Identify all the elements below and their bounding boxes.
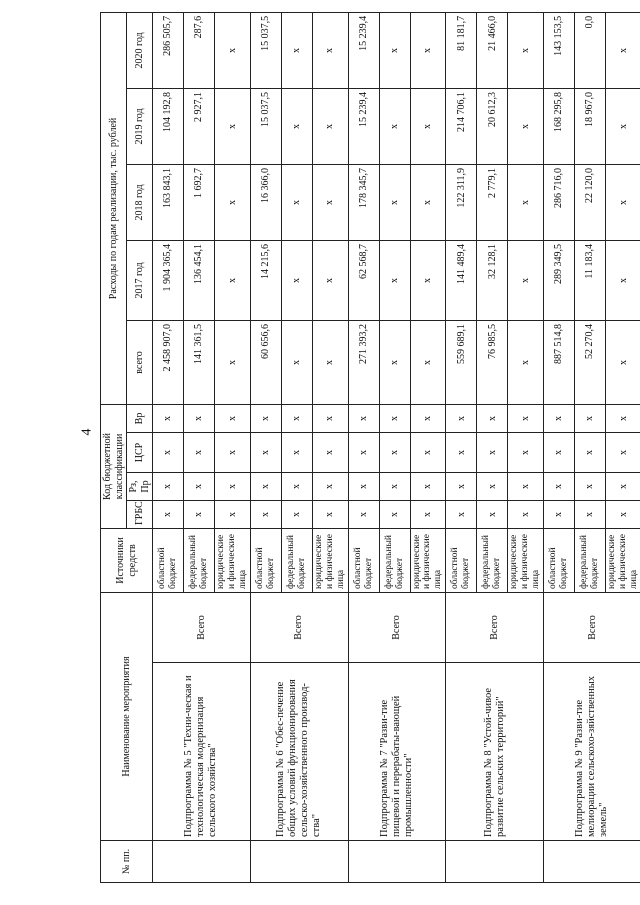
row-number: [348, 841, 446, 883]
cell-total: 887 514,8: [544, 320, 575, 404]
cell-rzpr: x: [379, 472, 410, 500]
cell-y2017: 11 183,4: [575, 240, 606, 320]
cell-vr: x: [410, 404, 446, 432]
row-number: [250, 841, 348, 883]
cell-total: x: [215, 320, 251, 404]
cell-y2019: x: [379, 88, 410, 164]
cell-grbs: x: [575, 500, 606, 528]
cell-y2019: 15 239,4: [348, 88, 379, 164]
cell-total: 271 393,2: [348, 320, 379, 404]
cell-y2020: 81 181,7: [446, 12, 477, 88]
page-number: 4: [79, 428, 95, 436]
cell-total: x: [410, 320, 446, 404]
cell-y2017: x: [379, 240, 410, 320]
header-num: № пп.: [101, 841, 153, 883]
cell-vr: x: [250, 404, 281, 432]
funding-source: областной бюджет: [446, 528, 477, 592]
cell-y2020: 286 505,7: [153, 12, 184, 88]
cell-total: 52 270,4: [575, 320, 606, 404]
cell-y2020: x: [215, 12, 251, 88]
cell-total: 2 458 907,0: [153, 320, 184, 404]
cell-y2019: x: [606, 88, 640, 164]
row-number: [544, 841, 640, 883]
cell-y2019: 168 295,8: [544, 88, 575, 164]
cell-grbs: x: [446, 500, 477, 528]
cell-grbs: x: [477, 500, 508, 528]
cell-vr: x: [477, 404, 508, 432]
funding-source: областной бюджет: [544, 528, 575, 592]
cell-y2020: 0,0: [575, 12, 606, 88]
cell-y2018: x: [281, 164, 312, 240]
cell-y2019: x: [508, 88, 544, 164]
cell-csr: x: [153, 432, 184, 472]
cell-vr: x: [575, 404, 606, 432]
header-2017: 2017 год: [127, 240, 153, 320]
cell-total: 141 361,5: [184, 320, 215, 404]
cell-grbs: x: [379, 500, 410, 528]
cell-grbs: x: [348, 500, 379, 528]
table-row: [446, 12, 477, 882]
header-budget-code: Код бюджетной классификации: [101, 404, 127, 528]
cell-y2020: x: [312, 12, 348, 88]
cell-vr: x: [348, 404, 379, 432]
row-number: [446, 841, 544, 883]
cell-grbs: x: [544, 500, 575, 528]
cell-rzpr: x: [250, 472, 281, 500]
cell-rzpr: x: [477, 472, 508, 500]
cell-csr: x: [508, 432, 544, 472]
cell-y2018: x: [410, 164, 446, 240]
cell-csr: x: [379, 432, 410, 472]
cell-y2019: 214 706,1: [446, 88, 477, 164]
funding-source: федеральный бюджет: [575, 528, 606, 592]
cell-y2018: x: [508, 164, 544, 240]
cell-y2019: x: [410, 88, 446, 164]
cell-rzpr: x: [215, 472, 251, 500]
cell-grbs: x: [184, 500, 215, 528]
cell-y2020: x: [508, 12, 544, 88]
program-total-label: Всего: [544, 592, 640, 662]
cell-vr: x: [446, 404, 477, 432]
cell-csr: x: [312, 432, 348, 472]
cell-rzpr: x: [312, 472, 348, 500]
cell-rzpr: x: [508, 472, 544, 500]
cell-y2020: 15 037,5: [250, 12, 281, 88]
cell-y2018: 178 345,7: [348, 164, 379, 240]
cell-csr: x: [575, 432, 606, 472]
cell-y2017: x: [281, 240, 312, 320]
cell-y2018: 163 843,1: [153, 164, 184, 240]
cell-csr: x: [606, 432, 640, 472]
rotated-table-container: [100, 13, 639, 883]
cell-total: 60 656,6: [250, 320, 281, 404]
cell-y2018: 16 366,0: [250, 164, 281, 240]
cell-y2018: 1 692,7: [184, 164, 215, 240]
cell-y2020: x: [281, 12, 312, 88]
cell-total: x: [508, 320, 544, 404]
funding-source: юридические и физические лица: [606, 528, 640, 592]
funding-source: юридические и физические лица: [312, 528, 348, 592]
header-rzpr: Рз, Пр: [127, 472, 153, 500]
cell-y2020: 287,6: [184, 12, 215, 88]
cell-vr: x: [606, 404, 640, 432]
funding-source: юридические и физические лица: [410, 528, 446, 592]
cell-csr: x: [477, 432, 508, 472]
cell-y2018: x: [379, 164, 410, 240]
program-total-label: Всего: [250, 592, 348, 662]
cell-grbs: x: [250, 500, 281, 528]
cell-y2017: x: [508, 240, 544, 320]
cell-rzpr: x: [606, 472, 640, 500]
cell-y2020: 21 466,0: [477, 12, 508, 88]
cell-csr: x: [544, 432, 575, 472]
cell-y2017: x: [312, 240, 348, 320]
cell-vr: x: [153, 404, 184, 432]
header-name: Наименование мероприятия: [101, 592, 153, 840]
cell-grbs: x: [281, 500, 312, 528]
cell-y2020: x: [606, 12, 640, 88]
cell-y2017: 62 568,7: [348, 240, 379, 320]
cell-grbs: x: [215, 500, 251, 528]
header-grbs: ГРБС: [127, 500, 153, 528]
cell-y2017: 14 215,6: [250, 240, 281, 320]
cell-y2019: x: [312, 88, 348, 164]
program-name: Подпрограмма № 8 "Устой-чивое развитие сельских территорий": [446, 663, 544, 841]
header-csr: ЦСР: [127, 432, 153, 472]
program-total-label: Всего: [348, 592, 446, 662]
header-2020: 2020 год: [127, 12, 153, 88]
table-row: [544, 12, 575, 882]
cell-grbs: x: [153, 500, 184, 528]
cell-vr: x: [312, 404, 348, 432]
cell-y2020: 143 153,5: [544, 12, 575, 88]
cell-y2017: 32 128,1: [477, 240, 508, 320]
cell-vr: x: [544, 404, 575, 432]
funding-source: федеральный бюджет: [379, 528, 410, 592]
funding-source: юридические и физические лица: [508, 528, 544, 592]
cell-y2017: x: [410, 240, 446, 320]
funding-source: федеральный бюджет: [184, 528, 215, 592]
cell-y2019: 15 037,5: [250, 88, 281, 164]
table-row: [153, 12, 184, 882]
program-name: Подпрограмма № 5 "Техни-ческая и технологическая модернизация сельского хозяйства": [153, 663, 251, 841]
cell-y2019: x: [215, 88, 251, 164]
cell-total: x: [281, 320, 312, 404]
cell-y2017: 289 349,5: [544, 240, 575, 320]
funding-source: юридические и физические лица: [215, 528, 251, 592]
cell-y2019: x: [281, 88, 312, 164]
cell-vr: x: [215, 404, 251, 432]
header-vr: Вр: [127, 404, 153, 432]
cell-total: x: [312, 320, 348, 404]
header-2018: 2018 год: [127, 164, 153, 240]
cell-grbs: x: [508, 500, 544, 528]
program-name: Подпрограмма № 9 "Разви-тие мелиорации сельскохо-зяйственных земель": [544, 663, 640, 841]
cell-y2017: x: [606, 240, 640, 320]
cell-y2018: 286 716,0: [544, 164, 575, 240]
cell-csr: x: [410, 432, 446, 472]
header-source: Источники средств: [101, 528, 153, 592]
cell-rzpr: x: [446, 472, 477, 500]
cell-y2020: x: [379, 12, 410, 88]
cell-y2018: x: [312, 164, 348, 240]
table-header: [101, 12, 153, 882]
cell-csr: x: [281, 432, 312, 472]
cell-y2018: 122 311,9: [446, 164, 477, 240]
table-row: [348, 12, 379, 882]
cell-total: 76 985,5: [477, 320, 508, 404]
funding-source: областной бюджет: [250, 528, 281, 592]
cell-y2018: 22 120,0: [575, 164, 606, 240]
funding-source: областной бюджет: [153, 528, 184, 592]
program-name: Подпрограмма № 6 "Обес-печение общих условий функционирования сельско-хозяйственного производ-ства": [250, 663, 348, 841]
cell-rzpr: x: [153, 472, 184, 500]
cell-rzpr: x: [544, 472, 575, 500]
cell-y2020: x: [410, 12, 446, 88]
cell-csr: x: [348, 432, 379, 472]
row-number: [153, 841, 251, 883]
cell-rzpr: x: [184, 472, 215, 500]
cell-y2018: 2 779,1: [477, 164, 508, 240]
cell-vr: x: [508, 404, 544, 432]
program-total-label: Всего: [446, 592, 544, 662]
table-row: [250, 12, 281, 882]
funding-source: федеральный бюджет: [477, 528, 508, 592]
cell-vr: x: [379, 404, 410, 432]
cell-csr: x: [250, 432, 281, 472]
cell-y2019: 104 192,8: [153, 88, 184, 164]
cell-rzpr: x: [575, 472, 606, 500]
cell-y2019: 20 612,3: [477, 88, 508, 164]
program-total-label: Всего: [153, 592, 251, 662]
cell-total: 559 689,1: [446, 320, 477, 404]
cell-y2019: 18 967,0: [575, 88, 606, 164]
cell-grbs: x: [312, 500, 348, 528]
funding-source: областной бюджет: [348, 528, 379, 592]
cell-grbs: x: [410, 500, 446, 528]
header-expenses: Расходы по годам реализации, тыс. рублей: [101, 12, 127, 404]
cell-rzpr: x: [348, 472, 379, 500]
cell-y2017: 136 454,1: [184, 240, 215, 320]
cell-total: x: [606, 320, 640, 404]
funding-source: федеральный бюджет: [281, 528, 312, 592]
cell-vr: x: [281, 404, 312, 432]
program-name: Подпрограмма № 7 "Разви-тие пищевой и перерабаты-вающей промышленности": [348, 663, 446, 841]
cell-csr: x: [446, 432, 477, 472]
cell-total: x: [379, 320, 410, 404]
table-body: [153, 12, 640, 882]
cell-csr: x: [184, 432, 215, 472]
header-total: всего: [127, 320, 153, 404]
cell-y2018: x: [215, 164, 251, 240]
cell-rzpr: x: [281, 472, 312, 500]
budget-table: [100, 12, 640, 883]
cell-y2020: 15 239,4: [348, 12, 379, 88]
cell-vr: x: [184, 404, 215, 432]
cell-y2017: 141 489,4: [446, 240, 477, 320]
cell-y2017: 1 904 365,4: [153, 240, 184, 320]
cell-y2018: x: [606, 164, 640, 240]
cell-csr: x: [215, 432, 251, 472]
cell-y2019: 2 927,1: [184, 88, 215, 164]
cell-grbs: x: [606, 500, 640, 528]
cell-y2017: x: [215, 240, 251, 320]
header-2019: 2019 год: [127, 88, 153, 164]
cell-rzpr: x: [410, 472, 446, 500]
